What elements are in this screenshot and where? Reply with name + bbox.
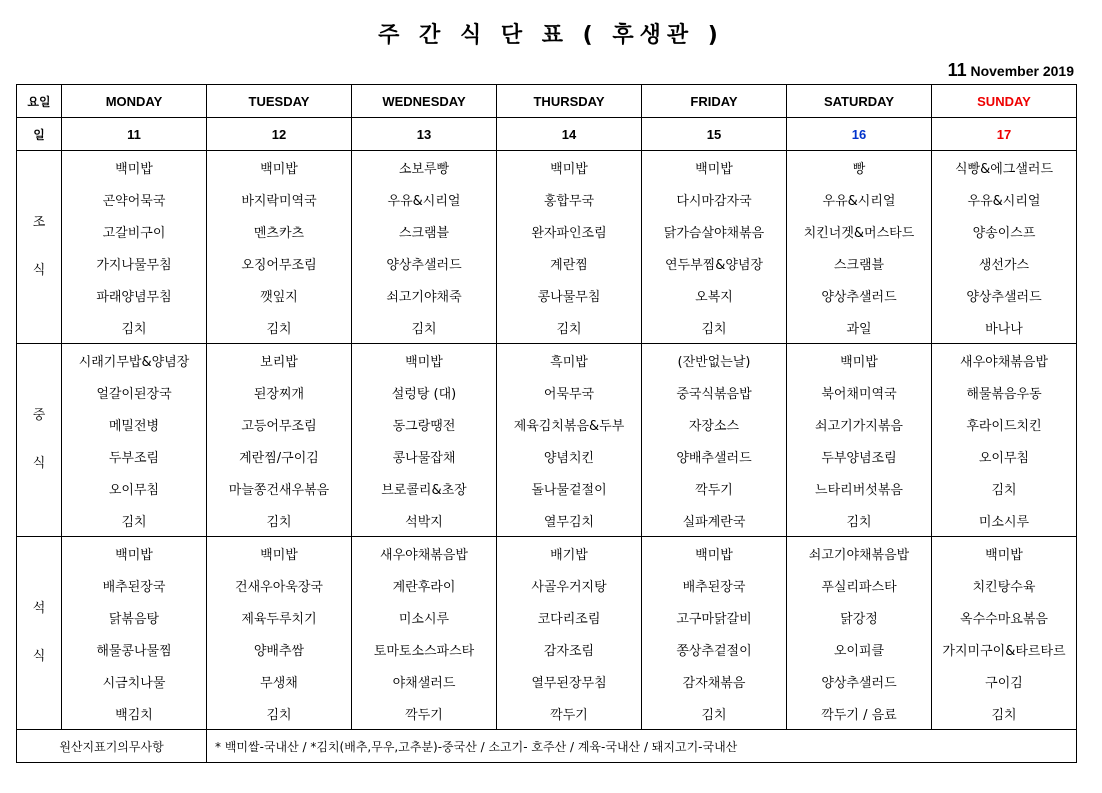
menu-item: 두부양념조림: [787, 440, 932, 472]
weekday-label: 요일: [17, 85, 62, 118]
menu-date: [948, 60, 1074, 81]
menu-item: 쇠고기야채볶음밥: [787, 537, 932, 570]
day-number: 17: [932, 118, 1077, 151]
menu-item: 고구마닭갈비: [642, 601, 787, 633]
weekday-header: SUNDAY: [932, 85, 1077, 118]
meal-row: [17, 279, 1077, 311]
day-number: 12: [207, 118, 352, 151]
day-number: 11: [62, 118, 207, 151]
meal-row: [17, 151, 1077, 184]
menu-item: 백미밥: [642, 537, 787, 570]
meal-label: [17, 537, 62, 730]
menu-item: 후라이드치킨: [932, 408, 1077, 440]
menu-item: 제육두루치기: [207, 601, 352, 633]
menu-item: 깍두기 / 음료: [787, 697, 932, 730]
meal-row: [17, 697, 1077, 730]
date-month-year: November 2019: [966, 63, 1074, 79]
menu-item: 우유&시리얼: [787, 183, 932, 215]
menu-item: 북어채미역국: [787, 376, 932, 408]
meal-row: [17, 665, 1077, 697]
day-label: 일: [17, 118, 62, 151]
menu-item: 백김치: [62, 697, 207, 730]
menu-item: 쇠고기야채죽: [352, 279, 497, 311]
menu-item: 감자조림: [497, 633, 642, 665]
weekday-header: WEDNESDAY: [352, 85, 497, 118]
menu-item: (잔반없는날): [642, 344, 787, 377]
menu-item: 미소시루: [352, 601, 497, 633]
menu-item: 홍합무국: [497, 183, 642, 215]
menu-item: 백미밥: [207, 151, 352, 184]
menu-item: 연두부찜&양념장: [642, 247, 787, 279]
menu-item: 시래기무밥&양념장: [62, 344, 207, 377]
menu-item: 건새우아욱장국: [207, 569, 352, 601]
menu-item: 시금치나물: [62, 665, 207, 697]
menu-item: 스크램블: [352, 215, 497, 247]
menu-item: 배기밥: [497, 537, 642, 570]
menu-item: 백미밥: [642, 151, 787, 184]
menu-item: 식빵&에그샐러드: [932, 151, 1077, 184]
menu-item: 김치: [787, 504, 932, 537]
menu-item: 열무된장무침: [497, 665, 642, 697]
menu-item: 제육김치볶음&두부: [497, 408, 642, 440]
menu-item: 치킨탕수육: [932, 569, 1077, 601]
menu-item: 닭가슴살야채볶음: [642, 215, 787, 247]
meal-label-bottom: 식: [32, 263, 46, 278]
menu-item: 동그랑땡전: [352, 408, 497, 440]
menu-item: 닭강정: [787, 601, 932, 633]
menu-item: 양상추샐러드: [352, 247, 497, 279]
menu-item: 양배추샐러드: [642, 440, 787, 472]
meal-row: [17, 569, 1077, 601]
menu-item: 우유&시리얼: [352, 183, 497, 215]
menu-item: 새우야채볶음밥: [352, 537, 497, 570]
weekday-header: THURSDAY: [497, 85, 642, 118]
menu-item: 된장찌개: [207, 376, 352, 408]
menu-item: 석박지: [352, 504, 497, 537]
menu-item: 중국식볶음밥: [642, 376, 787, 408]
menu-item: 계란찜: [497, 247, 642, 279]
weekly-menu-table: [16, 84, 1077, 763]
menu-item: 오징어무조림: [207, 247, 352, 279]
menu-item: 곤약어묵국: [62, 183, 207, 215]
menu-item: 실파계란국: [642, 504, 787, 537]
menu-item: 백미밥: [787, 344, 932, 377]
meal-label-bottom: 식: [32, 456, 46, 471]
menu-item: 야채샐러드: [352, 665, 497, 697]
menu-item: 콩나물무침: [497, 279, 642, 311]
menu-item: 고갈비구이: [62, 215, 207, 247]
menu-item: 오이피클: [787, 633, 932, 665]
page-title: 주 간 식 단 표 ( 후생관 ): [378, 23, 724, 48]
menu-item: 가지나물무침: [62, 247, 207, 279]
menu-item: 토마토소스파스타: [352, 633, 497, 665]
menu-item: 김치: [642, 311, 787, 344]
meal-row: [17, 311, 1077, 344]
menu-item: 깍두기: [642, 472, 787, 504]
day-number: 15: [642, 118, 787, 151]
menu-item: 얼갈이된장국: [62, 376, 207, 408]
meal-row: [17, 247, 1077, 279]
meal-label: [17, 344, 62, 537]
menu-item: 배추된장국: [62, 569, 207, 601]
menu-item: 백미밥: [352, 344, 497, 377]
menu-item: 완자파인조림: [497, 215, 642, 247]
menu-item: 해물볶음우동: [932, 376, 1077, 408]
menu-item: 바나나: [932, 311, 1077, 344]
menu-item: 옥수수마요볶음: [932, 601, 1077, 633]
weekday-row: [17, 85, 1077, 118]
menu-item: 소보루빵: [352, 151, 497, 184]
menu-item: 양상추샐러드: [932, 279, 1077, 311]
menu-item: 메밀전병: [62, 408, 207, 440]
menu-item: 닭볶음탕: [62, 601, 207, 633]
menu-item: 가지미구이&타르타르: [932, 633, 1077, 665]
menu-item: 김치: [932, 697, 1077, 730]
menu-item: 자장소스: [642, 408, 787, 440]
menu-item: 백미밥: [932, 537, 1077, 570]
menu-item: 깍두기: [497, 697, 642, 730]
menu-item: 쫑상추겉절이: [642, 633, 787, 665]
meal-row: [17, 215, 1077, 247]
origin-notes: * 백미쌀-국내산 / *김치(배추,무우,고추분)-중국산 / 소고기- 호주산 / 계육-국내산 / 돼지고기-국내산: [207, 730, 1077, 763]
notes-label: 원산지표기의무사항: [17, 730, 207, 763]
menu-item: 느타리버섯볶음: [787, 472, 932, 504]
menu-item: 쇠고기가지볶음: [787, 408, 932, 440]
weekday-header: FRIDAY: [642, 85, 787, 118]
menu-item: 어묵무국: [497, 376, 642, 408]
menu-item: 사골우거지탕: [497, 569, 642, 601]
menu-item: 양송이스프: [932, 215, 1077, 247]
menu-item: 두부조림: [62, 440, 207, 472]
notes-row: [17, 730, 1077, 763]
menu-item: 파래양념무침: [62, 279, 207, 311]
menu-item: 멘츠카츠: [207, 215, 352, 247]
menu-item: 김치: [62, 311, 207, 344]
weekday-header: SATURDAY: [787, 85, 932, 118]
menu-item: 계란찜/구이김: [207, 440, 352, 472]
menu-item: 백미밥: [207, 537, 352, 570]
menu-item: 해물콩나물찜: [62, 633, 207, 665]
menu-item: 김치: [207, 311, 352, 344]
meal-row: [17, 633, 1077, 665]
menu-item: 보리밥: [207, 344, 352, 377]
menu-item: 구이김: [932, 665, 1077, 697]
menu-item: 생선가스: [932, 247, 1077, 279]
menu-item: 무생채: [207, 665, 352, 697]
day-number: 16: [787, 118, 932, 151]
day-number: 13: [352, 118, 497, 151]
menu-item: 고등어무조림: [207, 408, 352, 440]
menu-item: 김치: [62, 504, 207, 537]
meal-row: [17, 183, 1077, 215]
menu-item: 김치: [352, 311, 497, 344]
menu-item: 김치: [932, 472, 1077, 504]
menu-item: 양배추쌈: [207, 633, 352, 665]
menu-item: 백미밥: [497, 151, 642, 184]
menu-item: 양상추샐러드: [787, 665, 932, 697]
meal-row: [17, 344, 1077, 377]
day-number: 14: [497, 118, 642, 151]
menu-item: 오이무침: [62, 472, 207, 504]
day-row: [17, 118, 1077, 151]
menu-item: 양상추샐러드: [787, 279, 932, 311]
menu-item: 김치: [642, 697, 787, 730]
meal-row: [17, 504, 1077, 537]
menu-item: 깻잎지: [207, 279, 352, 311]
meal-row: [17, 601, 1077, 633]
menu-item: 김치: [207, 504, 352, 537]
menu-item: 코다리조림: [497, 601, 642, 633]
menu-item: 설렁탕 (대): [352, 376, 497, 408]
menu-item: 다시마감자국: [642, 183, 787, 215]
menu-item: 오복지: [642, 279, 787, 311]
meal-label-top: 중: [32, 408, 46, 423]
menu-item: 미소시루: [932, 504, 1077, 537]
menu-item: 푸실리파스타: [787, 569, 932, 601]
meal-label: [17, 151, 62, 344]
menu-item: 열무김치: [497, 504, 642, 537]
menu-item: 배추된장국: [642, 569, 787, 601]
menu-item: 깍두기: [352, 697, 497, 730]
meal-row: [17, 408, 1077, 440]
menu-item: 치킨너겟&머스타드: [787, 215, 932, 247]
meal-label-bottom: 식: [32, 649, 46, 664]
menu-item: 백미밥: [62, 151, 207, 184]
meal-row: [17, 440, 1077, 472]
meal-label-top: 석: [32, 601, 46, 616]
menu-item: 우유&시리얼: [932, 183, 1077, 215]
meal-row: [17, 472, 1077, 504]
date-day: 11: [947, 60, 967, 80]
menu-item: 계란후라이: [352, 569, 497, 601]
weekday-header: MONDAY: [62, 85, 207, 118]
menu-item: 돌나물겉절이: [497, 472, 642, 504]
menu-item: 스크램블: [787, 247, 932, 279]
menu-item: 양념치킨: [497, 440, 642, 472]
meal-label-top: 조: [32, 215, 46, 230]
menu-item: 브로콜리&초장: [352, 472, 497, 504]
menu-item: 과일: [787, 311, 932, 344]
weekday-header: TUESDAY: [207, 85, 352, 118]
menu-item: 흑미밥: [497, 344, 642, 377]
menu-item: 바지락미역국: [207, 183, 352, 215]
meal-row: [17, 376, 1077, 408]
menu-item: 마늘쫑건새우볶음: [207, 472, 352, 504]
menu-item: 김치: [207, 697, 352, 730]
meal-row: [17, 537, 1077, 570]
menu-item: 빵: [787, 151, 932, 184]
menu-item: 감자채볶음: [642, 665, 787, 697]
menu-item: 새우야채볶음밥: [932, 344, 1077, 377]
menu-item: 오이무침: [932, 440, 1077, 472]
menu-item: 김치: [497, 311, 642, 344]
menu-item: 백미밥: [62, 537, 207, 570]
menu-item: 콩나물잡채: [352, 440, 497, 472]
